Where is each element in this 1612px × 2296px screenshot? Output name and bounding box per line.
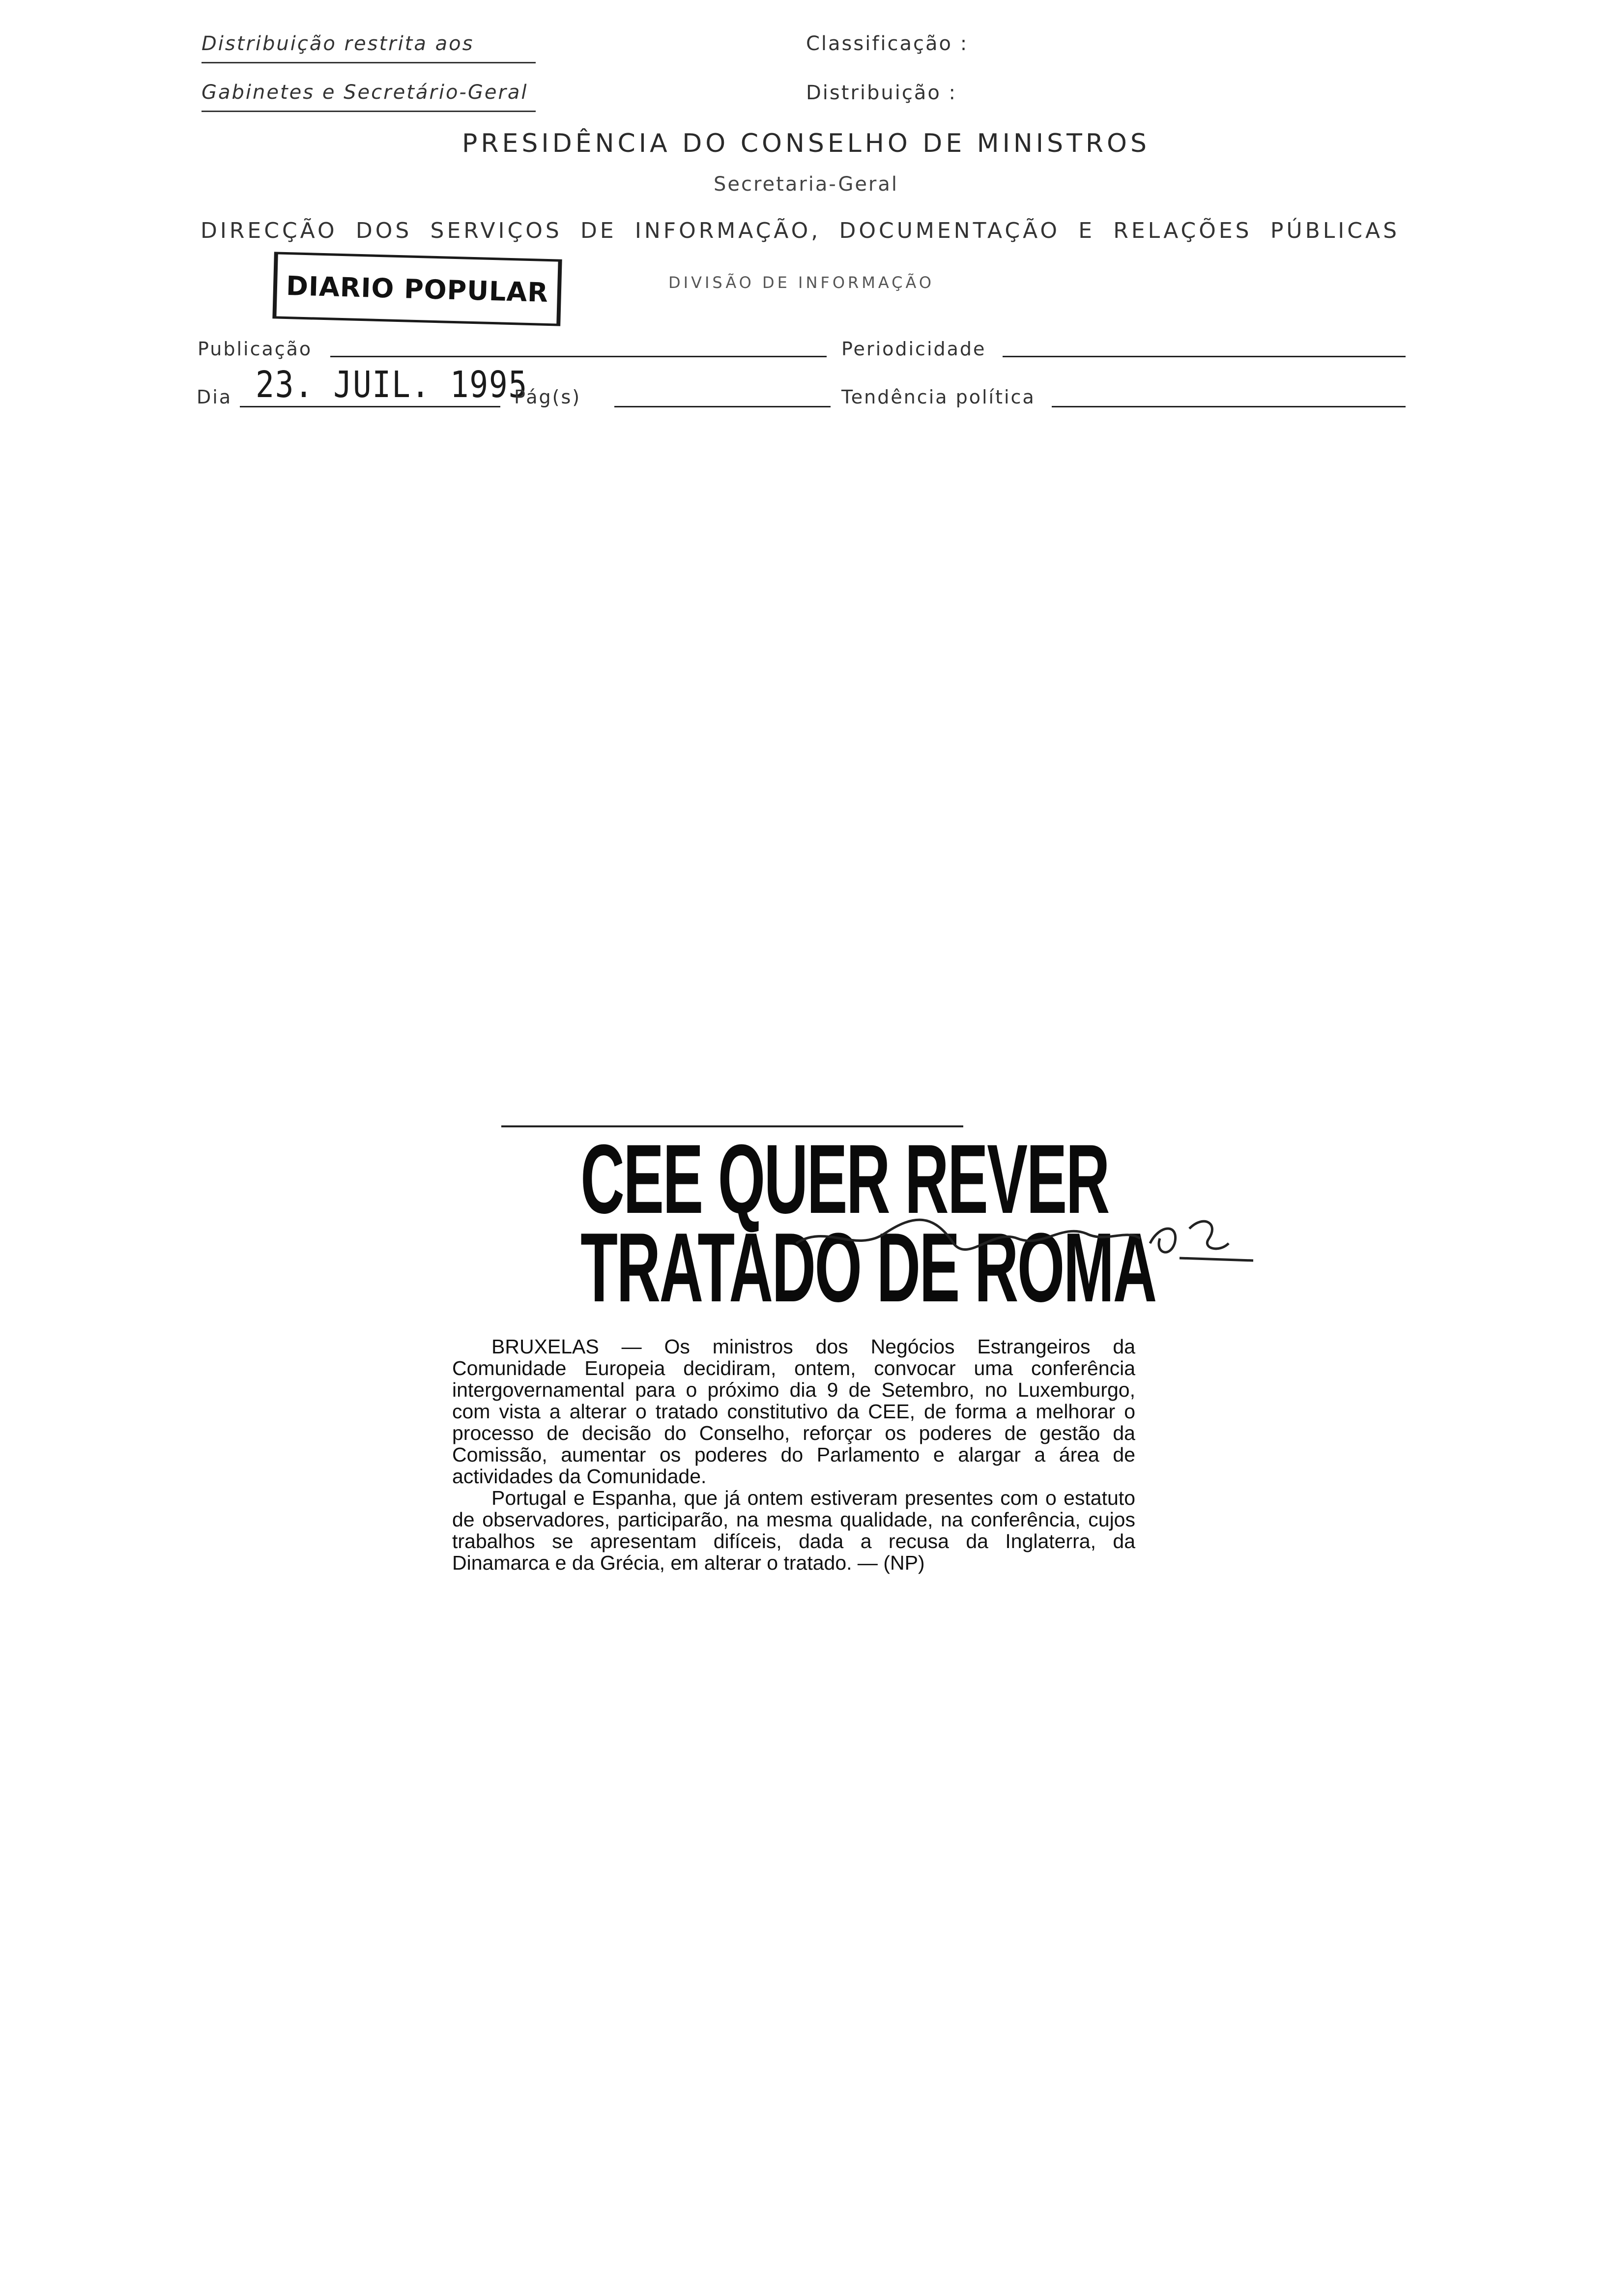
distribution-line-2: Gabinetes e Secretário-Geral [202, 81, 536, 112]
distribuicao-label: Distribuição : [806, 82, 957, 104]
publicacao-label: Publicação [198, 338, 313, 360]
secretaria-heading: Secretaria-Geral [713, 173, 898, 196]
publication-stamp: DIARIO POPULAR [272, 252, 562, 326]
date-stamp: 23. JUIL. 1995 [256, 364, 528, 406]
direccao-heading: DIRECÇÃO DOS SERVIÇOS DE INFORMAÇÃO, DOCUMENTAÇÃO E RELAÇÕES PÚBLICAS [201, 218, 1400, 243]
headline-line-2: TRATADO DE ROMA [580, 1213, 1156, 1322]
dia-label: Dia [197, 386, 232, 408]
tendencia-label: Tendência política [841, 386, 1036, 408]
article-body [452, 1336, 1135, 1574]
classification-block [806, 32, 968, 111]
tendencia-line [1052, 406, 1406, 407]
divisao-heading: DIVISÃO DE INFORMAÇÃO [668, 273, 935, 292]
article-paragraph-1: BRUXELAS — Os ministros dos Negócios Estrangeiros da Comunidade Europeia decidiram, ontem, convocar uma conferência intergovernamental para o próximo dia 9 de Setembro, no Luxemburgo, com vista a alterar o tratado constitutivo da CEE, de forma a melhorar o processo de decisão do Conselho, reforçar os poderes de gestão da Comissão, aumentar os poderes do Parlamento e alargar a área de actividades da Comunidade. [452, 1335, 1135, 1488]
headline-line-1: CEE QUER REVER [580, 1124, 1109, 1234]
pags-line [614, 406, 831, 407]
distribution-line-1: Distribuição restrita aos [202, 32, 536, 63]
article-paragraph-2: Portugal e Espanha, que já ontem estiveram presentes com o estatuto de observadores, participarão, na mesma qualidade, na conferência, cujos trabalhos se apresentam difíceis, dada a recusa da Inglaterra, da Dinamarca e da Grécia, em alterar o tratado. — (NP) [452, 1487, 1135, 1574]
presidency-heading: PRESIDÊNCIA DO CONSELHO DE MINISTROS [462, 129, 1150, 158]
periodicidade-line [1003, 356, 1406, 357]
pags-label: Pág(s) [514, 386, 581, 408]
handwritten-annotation [786, 1170, 1258, 1297]
publicacao-line [330, 356, 827, 357]
classificacao-label: Classificação : [806, 32, 969, 55]
distribution-note [202, 32, 536, 112]
periodicidade-label: Periodicidade [841, 338, 986, 360]
dia-line [240, 406, 500, 407]
